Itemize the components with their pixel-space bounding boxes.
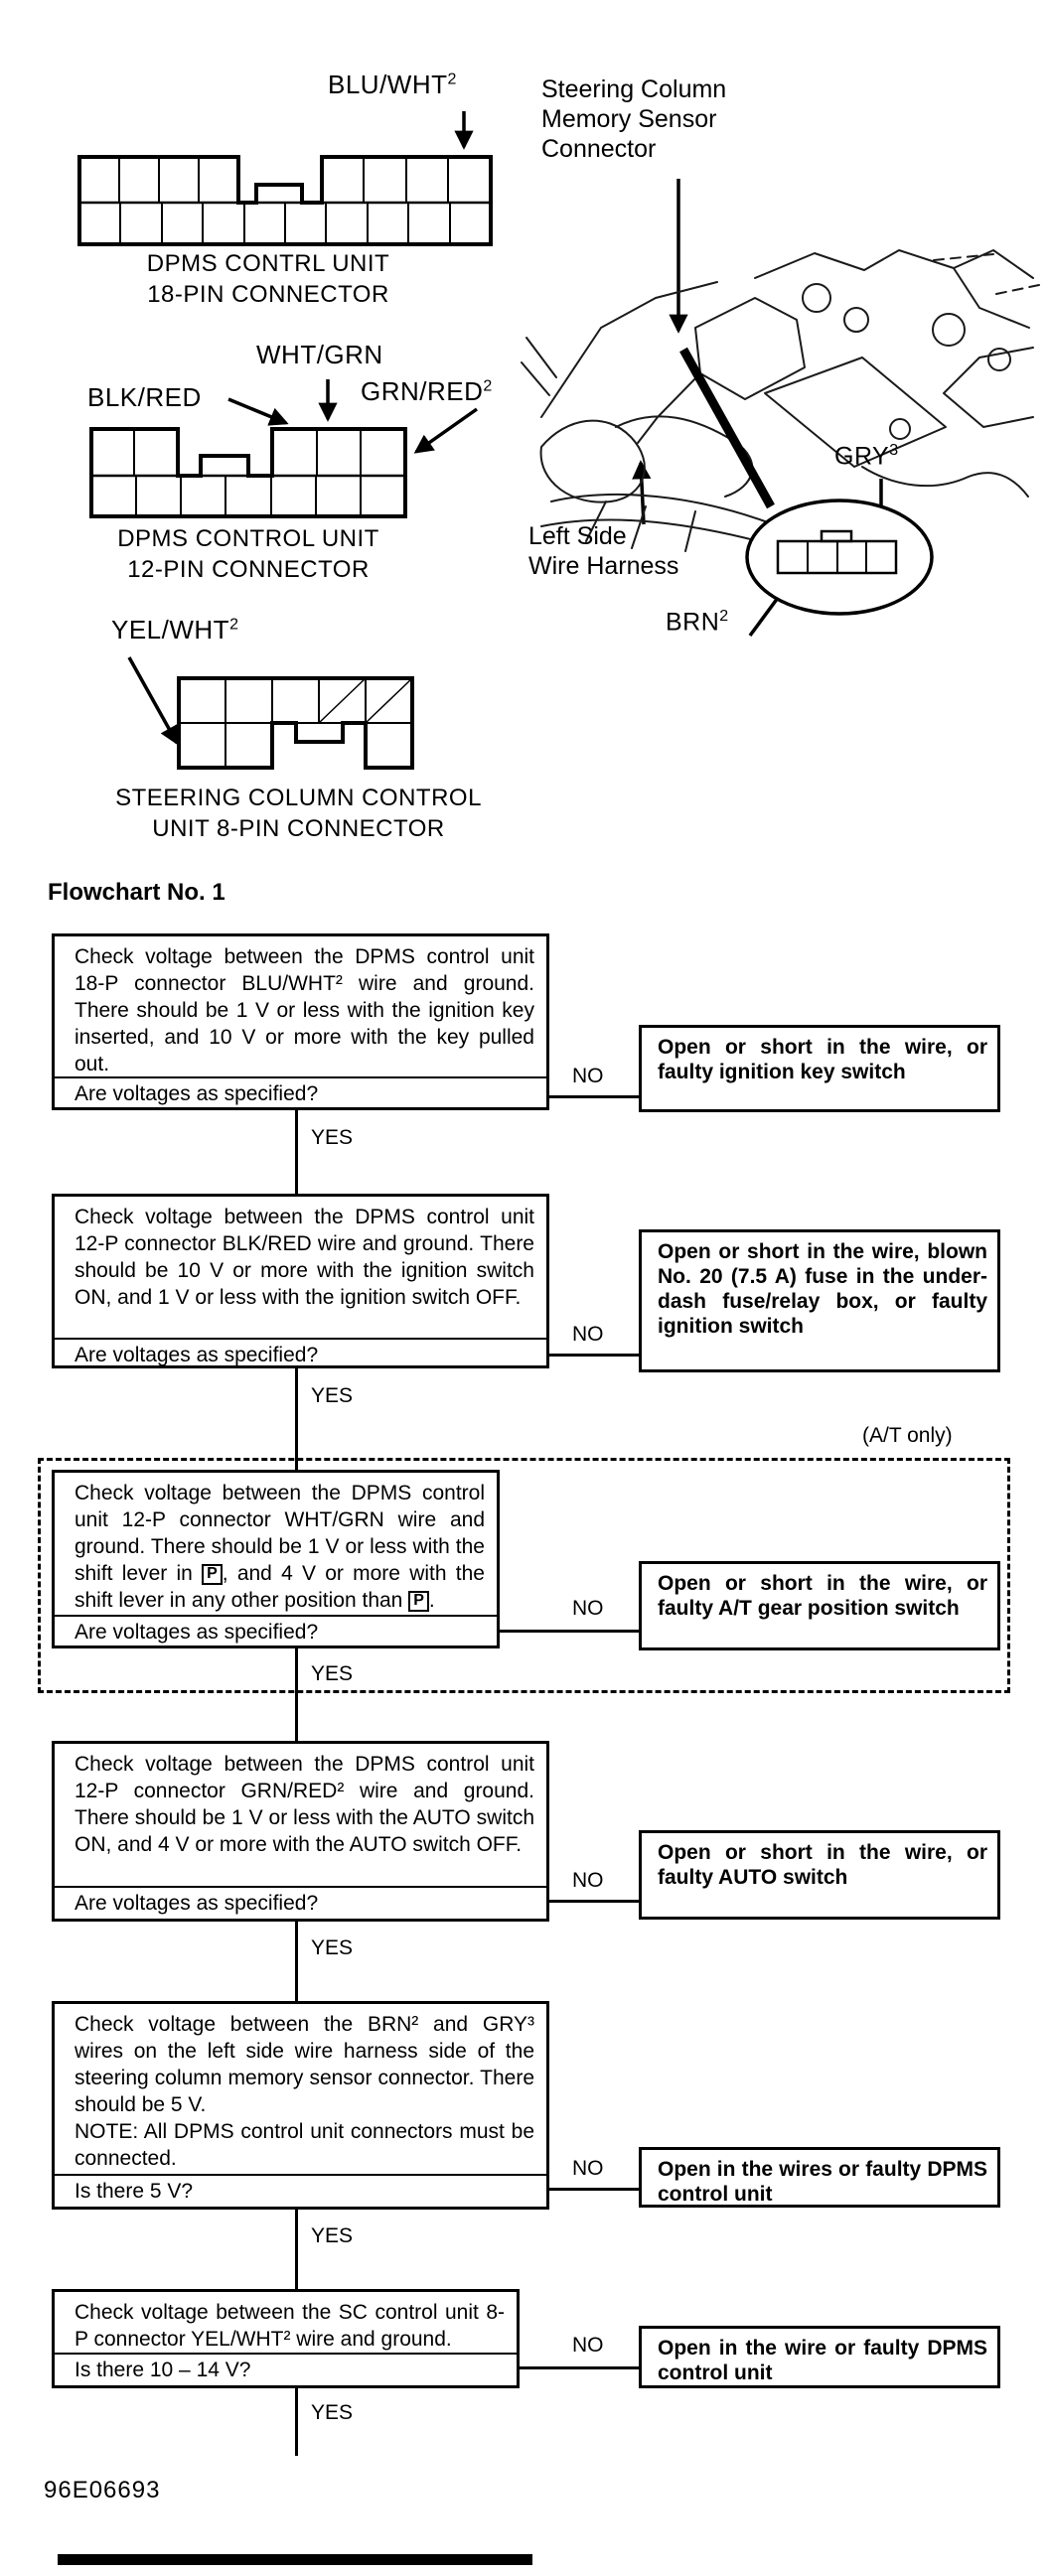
connector-12pin-diagram (85, 423, 411, 520)
flowchart-step-1 (52, 933, 549, 1110)
step-6-no-label: NO (572, 2334, 604, 2357)
step-5-question: Is there 5 V? (75, 2180, 194, 2203)
step-2-yes-label: YES (311, 1384, 354, 1407)
steering-column-illustration (522, 250, 1039, 551)
shift-position-p-symbol: P (202, 1564, 223, 1585)
step-5-no-line (549, 2188, 639, 2191)
step-3-yes-label: YES (311, 1662, 354, 1685)
step-1-no-result: Open or short in the wire, or faulty ignition key switch (639, 1025, 1000, 1112)
wire-label-brn: BRN$^2$ (666, 608, 729, 637)
flowchart-title: Flowchart No. 1 (48, 879, 225, 906)
connector-8pin-caption: STEERING COLUMN CONTROL UNIT 8-PIN CONNECTOR (115, 785, 482, 842)
step-4-yes-label: YES (311, 1936, 354, 1959)
connector-8pin-diagram (175, 674, 417, 773)
step-5-note: NOTE: All DPMS control unit connectors must be connected. (75, 2120, 534, 2170)
harness-connector-balloon (747, 501, 932, 614)
at-only-tag: (A/T only) (862, 1424, 953, 1447)
barcode-strip (58, 2554, 532, 2565)
wire-label-blu-wht: BLU/WHT$^2$ (328, 70, 457, 99)
step-2-no-label: NO (572, 1323, 604, 1346)
wire-label-blk-red: BLK/RED (87, 382, 202, 412)
step-1-question: Are voltages as specified? (75, 1082, 319, 1105)
connector-18pin-diagram (70, 151, 499, 248)
connector-18pin-caption: DPMS CONTRL UNIT 18-PIN CONNECTOR (146, 250, 390, 308)
step-6-question: Is there 10 – 14 V? (75, 2359, 251, 2381)
figure-code: 96E06693 (44, 2477, 161, 2504)
step-6-no-line (520, 2366, 639, 2369)
flowchart-step-4 (52, 1741, 549, 1922)
flowchart-step-6 (52, 2289, 520, 2388)
wire-label-gry: GRY$^3$ (834, 442, 899, 471)
wire-label-wht-grn: WHT/GRN (256, 340, 383, 369)
step-4-no-result: Open or short in the wire, or faulty AUTO switch (639, 1830, 1000, 1920)
sensor-connector-label: Steering Column Memory Sensor Connector (541, 75, 727, 163)
flowchart-step-2 (52, 1194, 549, 1368)
grn-red-arrow (416, 409, 477, 452)
step-3-question: Are voltages as specified? (75, 1621, 319, 1644)
connector-line-4 (295, 1922, 298, 2001)
flowchart-step-5 (52, 2001, 549, 2210)
step-3-no-label: NO (572, 1597, 604, 1620)
connector-line-6 (295, 2388, 298, 2456)
step-1-yes-label: YES (311, 1126, 354, 1149)
connector-line-2 (295, 1368, 298, 1470)
step-5-statement: Check voltage between the BRN² and GRY³ wires on the left side wire harness side of the steering column memory sensor connector. There should be 5 V. NOTE: All DPMS control unit connectors must be connected. (55, 2004, 546, 2176)
step-1-no-label: NO (572, 1065, 604, 1087)
step-1-statement: Check voltage between the DPMS control unit 18-P connector BLU/WHT² wire and ground. There should be 1 V or less with the ignition key inserted, and 10 V or more with the key pulled out. (55, 936, 546, 1078)
step-6-yes-label: YES (311, 2401, 354, 2424)
wire-label-yel-wht: YEL/WHT$^2$ (111, 615, 239, 644)
balloon-pointer-line (683, 350, 771, 506)
step-2-statement: Check voltage between the DPMS control unit 12-P connector BLK/RED wire and ground. There should be 10 V or more with the ignition switch ON, and 1 V or less with the ignition switch OFF. (55, 1197, 546, 1340)
flowchart-step-3 (52, 1470, 500, 1648)
step-1-no-line (549, 1095, 639, 1098)
step-5-yes-label: YES (311, 2224, 354, 2247)
yel-wht-arrow (129, 657, 177, 743)
step-4-no-label: NO (572, 1869, 604, 1892)
step-2-no-result: Open or short in the wire, blown No. 20 (7.5 A) fuse in the under-dash fuse/relay box, or faulty ignition switch (639, 1229, 1000, 1372)
wire-label-grn-red: GRN/RED$^2$ (361, 376, 493, 406)
step-4-question: Are voltages as specified? (75, 1892, 319, 1915)
step-3-statement: Check voltage between the DPMS control unit 12-P connector WHT/GRN wire and ground. There should be 1 V or less with the shift lever in P , and 4 V or more with the shift lever in any other position than P . (55, 1473, 497, 1617)
connector-line-3 (295, 1648, 298, 1741)
step-3-no-line (500, 1630, 639, 1633)
connector-line-5 (295, 2210, 298, 2289)
step-5-no-label: NO (572, 2157, 604, 2180)
step-6-statement: Check voltage between the SC control unit 8-P connector YEL/WHT² wire and ground. (55, 2292, 517, 2355)
connector-12pin-caption: DPMS CONTROL UNIT 12-PIN CONNECTOR (117, 525, 379, 583)
step-6-no-result: Open in the wire or faulty DPMS control unit (639, 2326, 1000, 2388)
step-4-statement: Check voltage between the DPMS control unit 12-P connector GRN/RED² wire and ground. There should be 1 V or less with the AUTO switch ON, and 4 V or more with the AUTO switch OFF. (55, 1744, 546, 1888)
step-2-question: Are voltages as specified? (75, 1344, 319, 1366)
blk-red-arrow (228, 399, 286, 423)
step-5-no-result: Open in the wires or faulty DPMS control unit (639, 2147, 1000, 2208)
step-2-no-line (549, 1354, 639, 1357)
wire-harness-label: Left Side Wire Harness (528, 522, 679, 580)
step-4-no-line (549, 1900, 639, 1903)
step-3-no-result: Open or short in the wire, or faulty A/T gear position switch (639, 1561, 1000, 1650)
connector-line-1 (295, 1110, 298, 1194)
shift-position-p-symbol: P (408, 1591, 429, 1612)
